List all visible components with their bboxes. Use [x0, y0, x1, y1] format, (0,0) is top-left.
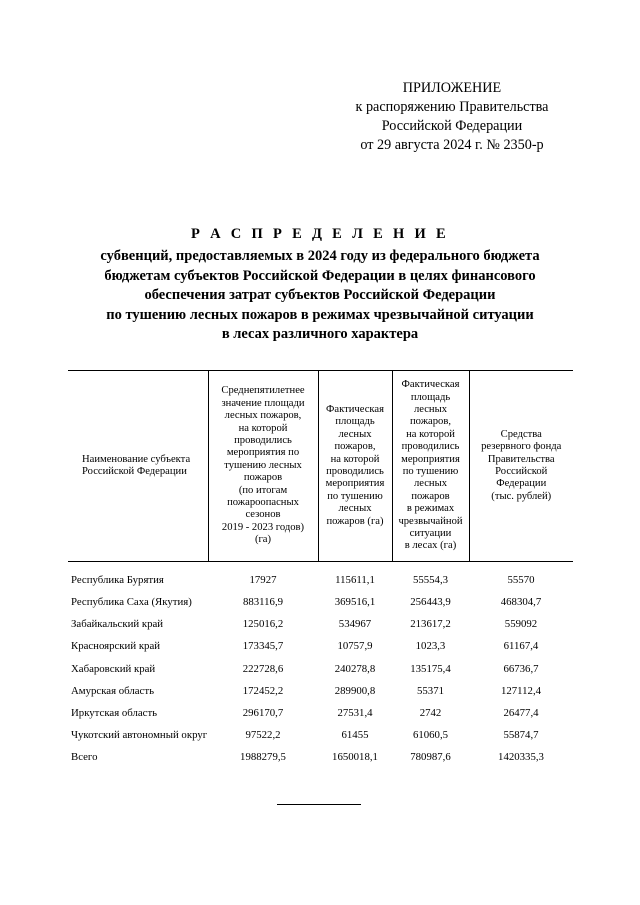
value-cell: 115611,1 [335, 574, 375, 586]
value-cell: 17927 [249, 574, 277, 586]
region-name-cell: Красноярский край [71, 640, 161, 653]
value-cell: 55554,3 [412, 574, 449, 586]
subtitle-line: бюджетам субъектов Российской Федерации в целях финансового [104, 267, 536, 284]
region-name-cell: Хабаровский край [71, 662, 156, 675]
distribution-table [68, 370, 573, 772]
column-header-line: проводились [326, 466, 384, 477]
value-cell: 222728,6 [242, 662, 284, 675]
column-header [392, 371, 469, 562]
column-header-line: на которой [330, 453, 380, 465]
column-header-line: в режимах [406, 503, 455, 515]
appendix-line: Российской Федерации [381, 118, 523, 134]
table-row [68, 638, 573, 660]
column-header-line: Фактическая [326, 403, 384, 415]
table-header-row [68, 371, 573, 562]
value-cell: 1988279,5 [240, 751, 286, 764]
column-header-line: лесных [413, 478, 448, 490]
column-header-line: тушению лесных [224, 459, 302, 471]
column-header-line: (по итогам [238, 484, 288, 496]
column-header-line: лесных [338, 428, 372, 440]
value-cell: 66736,7 [503, 662, 539, 675]
value-cell: 559092 [504, 618, 538, 631]
column-header-line: лесных [413, 403, 448, 415]
region-name-cell: Забайкальский край [71, 618, 164, 631]
value-cell: 172452,2 [242, 684, 284, 697]
column-header-line: площадь [335, 416, 375, 428]
column-header-line: Средства [500, 428, 542, 440]
table-row [68, 727, 573, 749]
subtitle-line: по тушению лесных пожаров в режимах чрезвычайной ситуации [106, 306, 534, 323]
document-subtitle [60, 247, 580, 345]
document-title: Р А С П Р Е Д Е Л Е Н И Е [191, 226, 449, 242]
column-header [208, 371, 318, 562]
value-cell: 125016,2 [242, 618, 284, 631]
value-cell: 97522,2 [245, 729, 281, 742]
column-header-line: лесных пожаров, [224, 410, 302, 422]
value-cell: 127112,4 [500, 684, 542, 697]
column-header [318, 371, 392, 562]
value-cell: 55570 [507, 574, 535, 586]
value-cell: 213617,2 [410, 618, 451, 631]
column-header-line: значение площади [221, 397, 305, 409]
column-header-line: Среднепятилетнее [221, 385, 305, 397]
value-cell: 26477,4 [503, 706, 539, 719]
value-cell: 135175,4 [410, 662, 451, 675]
value-cell: 173345,7 [242, 640, 284, 653]
value-cell: 55371 [417, 684, 444, 697]
value-cell: 1420335,3 [498, 751, 544, 764]
column-header-line: Наименование субъекта [82, 453, 191, 465]
value-cell: 27531,4 [337, 706, 373, 719]
column-header-line: проводились [234, 434, 292, 446]
column-header-line: Российской [495, 466, 548, 477]
table-row [68, 749, 573, 771]
region-name-cell: Республика Бурятия [71, 574, 164, 586]
column-header-line: в лесах (га) [404, 540, 457, 552]
table-row [68, 705, 573, 727]
appendix-header [330, 79, 574, 155]
column-header-line: пожаров [243, 472, 283, 484]
column-header-line: лесных [338, 503, 372, 515]
value-cell: 1023,3 [415, 640, 446, 653]
column-header-line: чрезвычайной [398, 515, 463, 527]
column-header-line: сезонов [245, 509, 281, 521]
column-header-line: Федерации [496, 478, 547, 490]
column-header-line: пожаров [411, 490, 450, 502]
closing-rule [277, 804, 361, 805]
column-header-line: пожаров, [334, 441, 376, 453]
value-cell: 883116,9 [242, 596, 284, 608]
column-header-line: резервного фонда [481, 441, 562, 453]
value-cell: 61455 [341, 729, 369, 742]
value-cell: 55874,7 [503, 729, 539, 742]
table-row [68, 616, 573, 638]
column-header-line: ситуации [409, 528, 452, 540]
region-name-cell: Республика Саха (Якутия) [71, 596, 192, 608]
value-cell: 240278,8 [334, 662, 376, 675]
value-cell: 61060,5 [412, 729, 449, 742]
region-name-cell: Чукотский автономный округ [71, 729, 208, 742]
region-name-cell: Иркутская область [71, 706, 158, 719]
value-cell: 534967 [338, 618, 372, 631]
column-header-line: проводились [401, 441, 460, 453]
column-header-line: Правительства [487, 453, 555, 465]
column-header-line: Фактическая [401, 379, 460, 391]
subtitle-line: субвенций, предоставляемых в 2024 году из федерального бюджета [100, 248, 540, 264]
column-header-line: мероприятия по [226, 447, 300, 459]
region-name-cell: Всего [71, 751, 98, 764]
column-header-line: Российской Федерации [82, 466, 187, 477]
column-header [68, 371, 208, 562]
column-header-line: пожаров (га) [326, 515, 384, 527]
column-header-line: пожаров, [410, 416, 451, 428]
column-header-line: по тушению [402, 466, 459, 477]
table-body [68, 562, 573, 772]
value-cell: 296170,7 [242, 706, 284, 719]
column-header-line: 2019 - 2023 годов) [221, 521, 305, 533]
value-cell: 2742 [419, 706, 442, 719]
column-header-line: мероприятия [401, 453, 460, 465]
column-header-line: по тушению [327, 490, 383, 502]
column-header-line: пожароопасных [227, 497, 299, 509]
column-header-line: на которой [406, 428, 455, 440]
subtitle-line: в лесах различного характера [221, 326, 419, 342]
value-cell: 256443,9 [410, 596, 451, 608]
value-cell: 1650018,1 [332, 751, 378, 764]
value-cell: 10757,9 [337, 640, 373, 653]
value-cell: 780987,6 [410, 751, 451, 764]
value-cell: 369516,1 [334, 596, 376, 608]
column-header [469, 371, 573, 562]
region-name-cell: Амурская область [71, 684, 154, 697]
column-header-line: (га) [254, 534, 272, 546]
column-header-line: (тыс. рублей) [491, 490, 552, 502]
appendix-title: ПРИЛОЖЕНИЕ [402, 80, 502, 96]
table-row [68, 661, 573, 683]
value-cell: 289900,8 [334, 684, 376, 697]
subtitle-line: обеспечения затрат субъектов Российской Федерации [144, 287, 496, 303]
appendix-line: от 29 августа 2024 г. № 2350-р [360, 137, 544, 153]
appendix-line: к распоряжению Правительства [355, 99, 549, 115]
value-cell: 61167,4 [503, 640, 539, 653]
column-header-line: на которой [238, 422, 288, 434]
column-header-line: мероприятия [325, 478, 385, 490]
table-row [68, 594, 573, 616]
value-cell: 468304,7 [500, 596, 542, 608]
table-row [68, 683, 573, 705]
table-row [68, 562, 573, 595]
column-header-line: площадь [410, 391, 451, 403]
